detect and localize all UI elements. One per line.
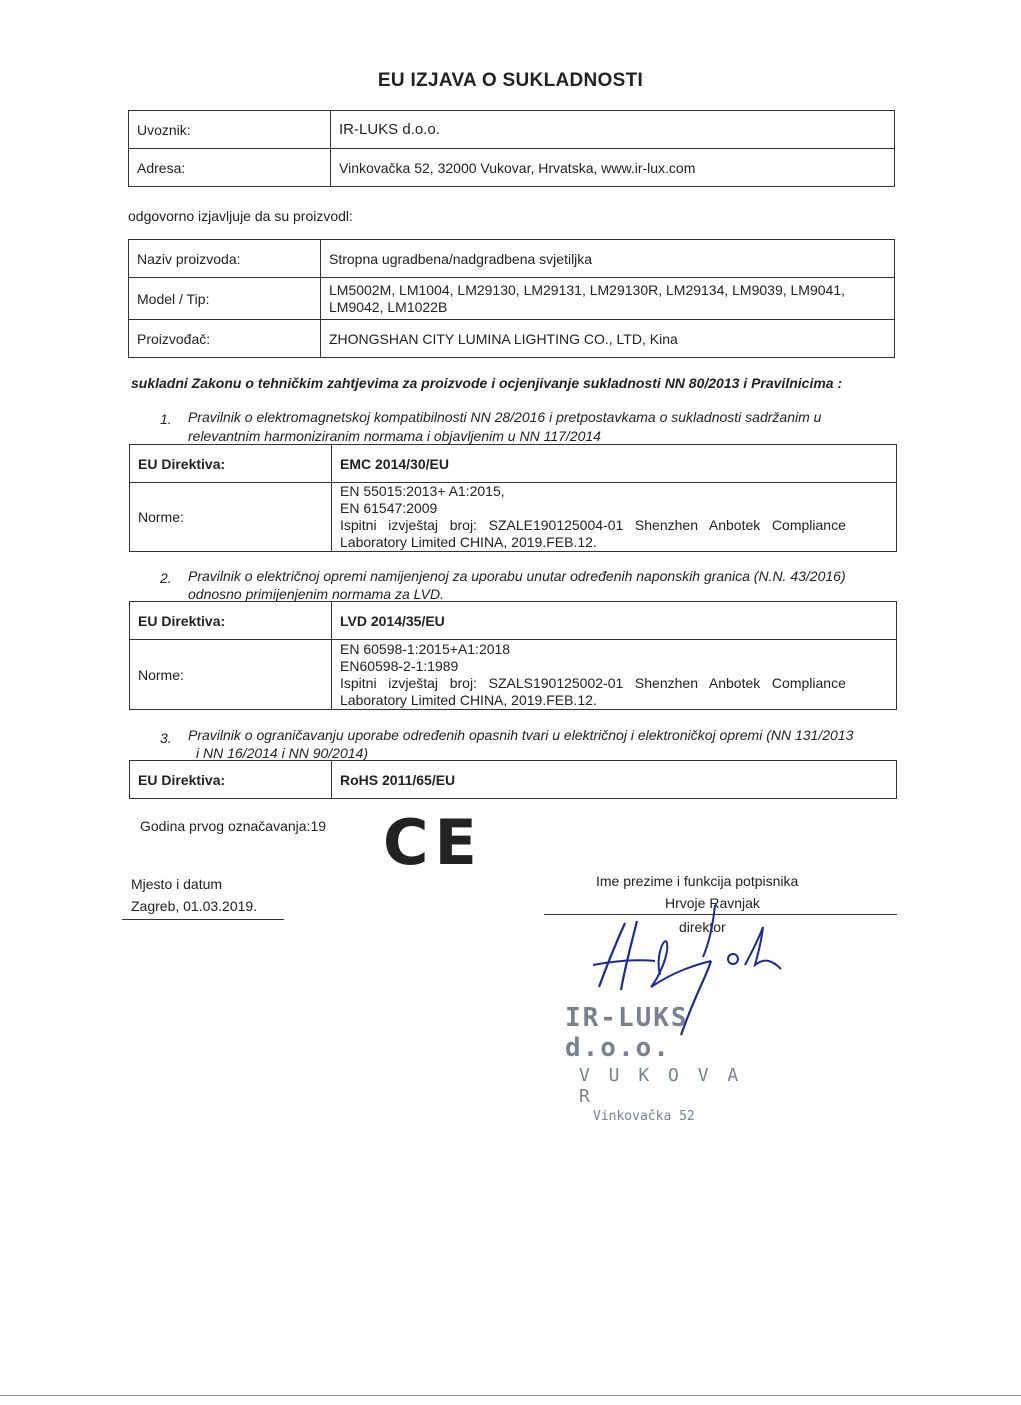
address-value: Vinkovačka 52, 32000 Vukovar, Hrvatska, www.ir-lux.com: [331, 149, 895, 187]
importer-label: Uvoznik:: [129, 111, 331, 149]
model-line-2: LM9042, LM1022B: [329, 298, 448, 315]
stamp-line-3: Vinkovačka 52: [593, 1109, 695, 1124]
section2-line1: Pravilnik o električnoj opremi namijenjenoj za uporabu unutar određenih naponskih granica (N.N. 43/2016): [188, 568, 846, 584]
place-date-underline: [122, 919, 284, 920]
address-label: Adresa:: [129, 149, 331, 187]
model-line-1: LM5002M, LM1004, LM29130, LM29131, LM29130R, LM29134, LM9039, LM9041,: [329, 281, 846, 298]
section2-report-2: Laboratory Limited CHINA, 2019.FEB.12.: [340, 691, 597, 708]
section1-norm-2: EN 61547:2009: [340, 500, 438, 516]
section3-table: [129, 760, 897, 799]
importer-table: [128, 110, 895, 187]
section1-report-2: Laboratory Limited CHINA, 2019.FEB.12.: [340, 534, 597, 550]
section2-line2: odnosno primijenjenim normama za LVD.: [188, 586, 445, 602]
signer-label: Ime prezime i funkcija potpisnika: [596, 873, 799, 889]
model-value: [321, 278, 895, 320]
product-name-label: Naziv proizvoda:: [129, 240, 321, 278]
section2-norms-value: [332, 640, 897, 710]
section1-directive-value: EMC 2014/30/EU: [332, 445, 897, 483]
section1-line2: relevantnim harmoniziranim normama i objavljenim u NN 117/2014: [188, 428, 601, 444]
section2-number: 2.: [160, 570, 172, 586]
model-label: Model / Tip:: [129, 278, 321, 320]
section1-number: 1.: [160, 411, 172, 427]
place-date-value: Zagreb, 01.03.2019.: [131, 898, 258, 914]
section1-table: [129, 444, 897, 552]
section2-report-1: Ispitni izvještaj broj: SZALS190125002-01 Shenzhen Anbotek Compliance: [340, 674, 846, 691]
document-title: EU IZJAVA O SUKLADNOSTI: [377, 70, 644, 91]
section1-norms-label: Norme:: [130, 483, 332, 552]
stamp-line-2: V U K O V A R: [579, 1065, 743, 1107]
manufacturer-label: Proizvođač:: [129, 320, 321, 358]
section1-line1: Pravilnik o elektromagnetskoj kompatibilnosti NN 28/2016 i pretpostavkama o sukladnosti sadržanim u: [188, 409, 822, 425]
manufacturer-value: ZHONGSHAN CITY LUMINA LIGHTING CO., LTD, Kina: [321, 320, 895, 358]
section3-line2: i NN 16/2014 i NN 90/2014): [196, 745, 368, 761]
statement-text: odgovorno izjavljuje da su proizvodl:: [128, 208, 353, 224]
first-marking-year: Godina prvog označavanja:19: [140, 818, 327, 834]
place-date-label: Mjesto i datum: [131, 876, 223, 892]
product-table: [128, 239, 895, 358]
section3-line1: Pravilnik o ograničavanju uporabe određenih opasnih tvari u električnoj i elektroničkoj opremi (NN 131/2013: [188, 727, 854, 743]
company-stamp: [565, 1003, 765, 1124]
page-bottom-edge: [0, 1395, 1021, 1396]
importer-value: IR-LUKS d.o.o.: [331, 111, 895, 149]
section3-number: 3.: [160, 730, 172, 746]
compliance-text: sukladni Zakonu o tehničkim zahtjevima za proizvode i ocjenjivanje sukladnosti NN 80/2013 i Pravilnicima :: [131, 375, 843, 391]
section1-directive-label: EU Direktiva:: [130, 445, 332, 483]
section1-norm-1: EN 55015:2013+ A1:2015,: [340, 483, 505, 499]
product-name-value: Stropna ugradbena/nadgradbena svjetiljka: [321, 240, 895, 278]
signer-role: direktor: [679, 919, 726, 935]
section2-norm-1: EN 60598-1:2015+A1:2018: [340, 640, 511, 657]
section1-norms-value: [332, 483, 897, 552]
section2-norms-label: Norme:: [130, 640, 332, 710]
signer-name: Hrvoje Ravnjak: [665, 895, 760, 911]
section2-directive-label: EU Direktiva:: [130, 602, 332, 640]
section2-norm-2: EN60598-2-1:1989: [340, 657, 459, 674]
ce-mark: CE: [383, 806, 483, 879]
section3-directive-value: RoHS 2011/65/EU: [332, 761, 897, 799]
section2-directive-value: LVD 2014/35/EU: [332, 602, 897, 640]
section3-directive-label: EU Direktiva:: [130, 761, 332, 799]
section2-table: [129, 601, 897, 710]
section1-report-1: Ispitni izvještaj broj: SZALE190125004-01 Shenzhen Anbotek Compliance: [340, 517, 846, 533]
stamp-line-1: IR-LUKS d.o.o.: [565, 1003, 689, 1063]
